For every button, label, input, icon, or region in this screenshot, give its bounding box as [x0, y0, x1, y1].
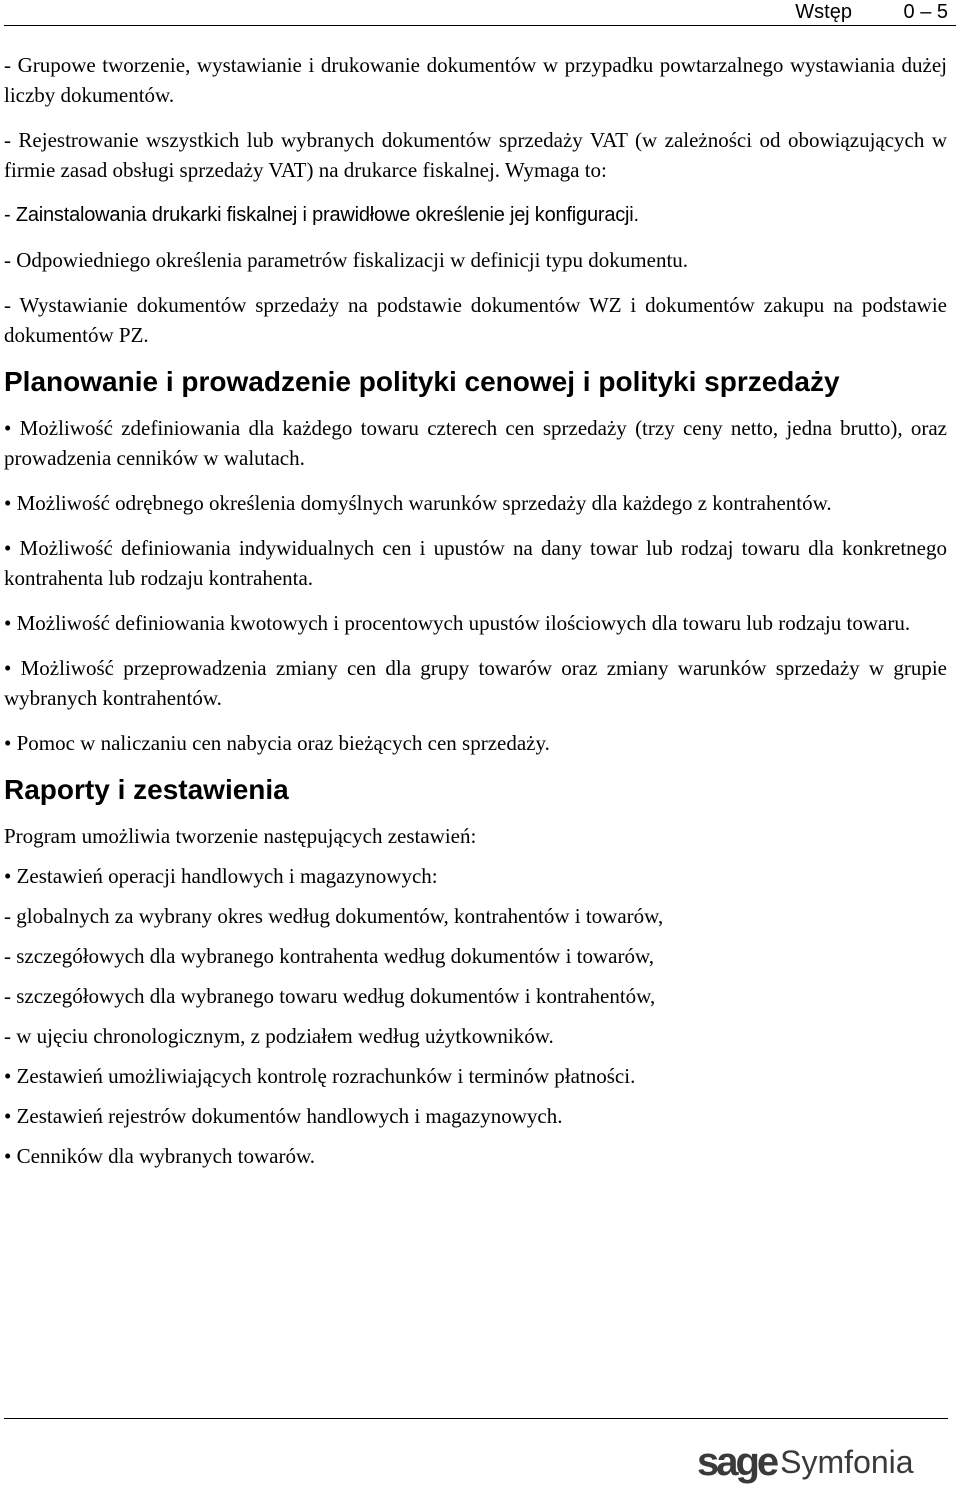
pricing-item: • Możliwość zdefiniowania dla każdego towaru czterech cen sprzedaży (trzy ceny netto, jedna brutto), oraz prowadzenia cenników w walutach.	[4, 416, 947, 470]
intro-paragraph-4: - Odpowiedniego określenia parametrów fiskalizacji w definicji typu dokumentu.	[4, 248, 689, 272]
intro-paragraph-1: - Grupowe tworzenie, wystawianie i drukowanie dokumentów w przypadku powtarzalnego wystawiania dużej liczby dokumentów.	[4, 53, 947, 107]
pricing-heading: Planowanie i prowadzenie polityki cenowej i polityki sprzedaży	[4, 366, 840, 397]
reports-intro: Program umożliwia tworzenie następujących zestawień:	[4, 824, 477, 848]
reports-item: - globalnych za wybrany okres według dokumentów, kontrahentów i towarów,	[4, 904, 664, 928]
pricing-item: • Możliwość definiowania indywidualnych cen i upustów na dany towar lub rodzaj towaru dla konkretnego kontrahenta lub rodzaju kontrahenta.	[4, 536, 947, 590]
reports-item: • Zestawień operacji handlowych i magazynowych:	[4, 864, 438, 888]
intro-paragraph-3: - Zainstalowania drukarki fiskalnej i prawidłowe określenie jej konfiguracji.	[4, 204, 639, 226]
pricing-item: • Możliwość przeprowadzenia zmiany cen dla grupy towarów oraz zmiany warunków sprzedaży w grupie wybranych kontrahentów.	[4, 656, 947, 710]
logo-brand: sage	[697, 1440, 777, 1484]
page-number: 0 – 5	[903, 1, 948, 23]
pricing-item: • Możliwość odrębnego określenia domyślnych warunków sprzedaży dla każdego z kontrahentów.	[4, 491, 832, 515]
sage-symfonia-logo	[697, 1440, 927, 1484]
reports-heading: Raporty i zestawienia	[4, 774, 289, 805]
reports-item: - szczegółowych dla wybranego kontrahenta według dokumentów i towarów,	[4, 944, 655, 968]
reports-item: • Cenników dla wybranych towarów.	[4, 1144, 316, 1168]
reports-item: • Zestawień umożliwiających kontrolę rozrachunków i terminów płatności.	[4, 1064, 636, 1088]
reports-item: • Zestawień rejestrów dokumentów handlowych i magazynowych.	[4, 1104, 563, 1128]
header-divider	[4, 25, 956, 26]
logo-product: Symfonia	[780, 1444, 914, 1480]
page-header	[795, 0, 948, 26]
reports-item: - szczegółowych dla wybranego towaru według dokumentów i kontrahentów,	[4, 984, 656, 1008]
pricing-item: • Pomoc w naliczaniu cen nabycia oraz bieżących cen sprzedaży.	[4, 731, 550, 755]
pricing-item: • Możliwość definiowania kwotowych i procentowych upustów ilościowych dla towaru lub rodzaju towaru.	[4, 611, 911, 635]
intro-paragraph-5: - Wystawianie dokumentów sprzedaży na podstawie dokumentów WZ i dokumentów zakupu na podstawie dokumentów PZ.	[4, 293, 947, 347]
intro-paragraph-2: - Rejestrowanie wszystkich lub wybranych dokumentów sprzedaży VAT (w zależności od obowiązujących w firmie zasad obsługi sprzedaży VAT) na drukarce fiskalnej. Wymaga to:	[4, 128, 947, 182]
page-content	[4, 50, 947, 1181]
reports-item: - w ujęciu chronologicznym, z podziałem według użytkowników.	[4, 1024, 554, 1048]
chapter-title: Wstęp	[795, 1, 852, 23]
footer-divider	[4, 1418, 948, 1419]
